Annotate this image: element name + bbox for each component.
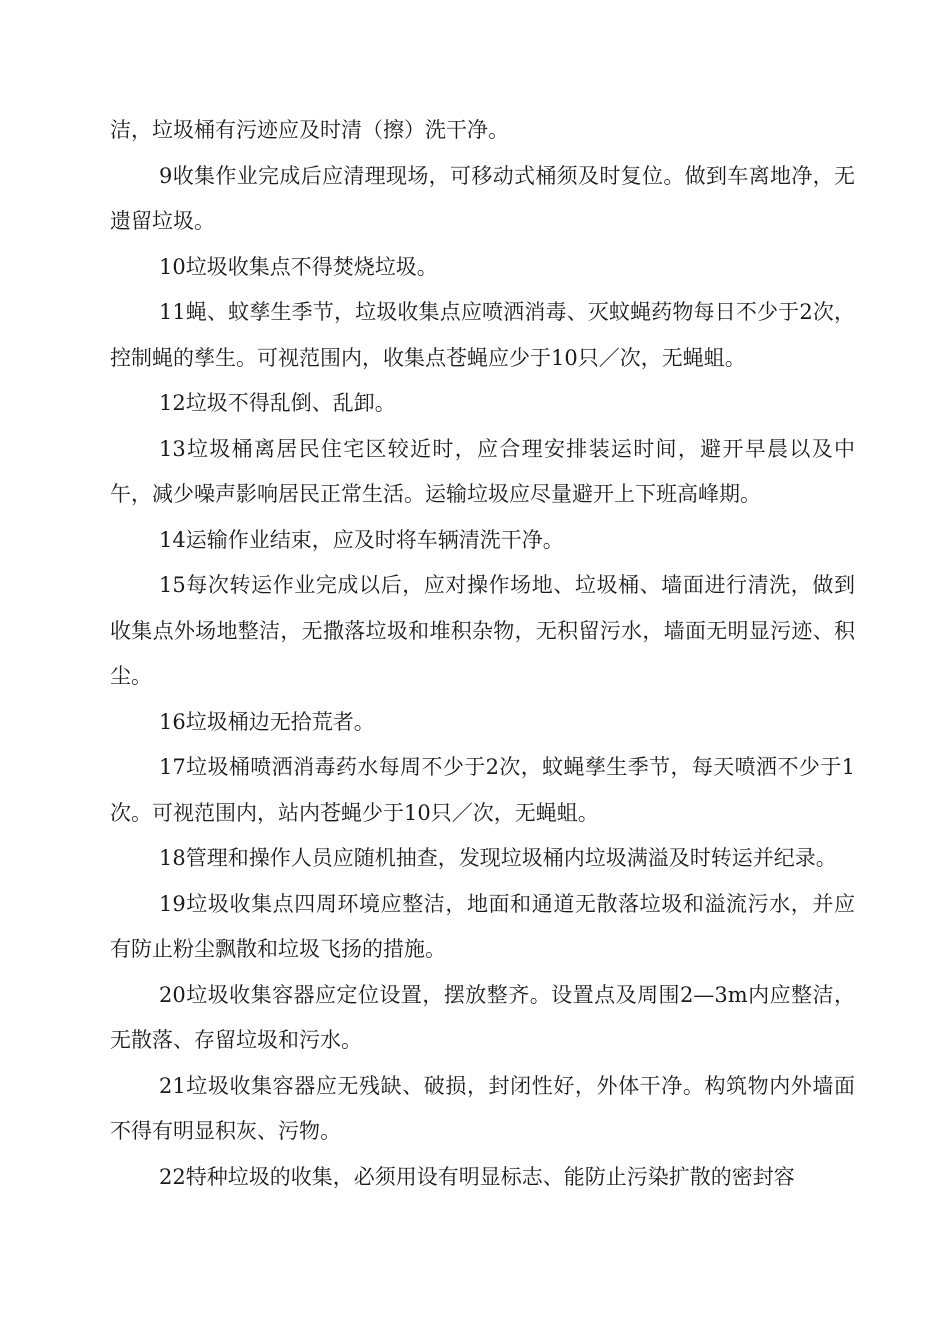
paragraph-item-20: 20垃圾收集容器应定位设置，摆放整齐。设置点及周围2—3m内应整洁，无散落、存留垃圾和污水。 [110,982,855,1052]
paragraph-item-22: 22特种垃圾的收集，必须用设有明显标志、能防止污染扩散的密封容 [159,1164,795,1189]
paragraph-continuation: 洁，垃圾桶有污迹应及时清（擦）洗干净。 [110,118,509,142]
paragraph-item-19: 19垃圾收集点四周环境应整洁，地面和通道无散落垃圾和溢流污水，并应有防止粉尘飘散和垃圾飞扬的措施。 [110,891,855,961]
paragraph-item-13: 13垃圾桶离居民住宅区较近时，应合理安排装运时间，避开早晨以及中午，减少噪声影响居民正常生活。运输垃圾应尽量避开上下班高峰期。 [110,436,855,506]
paragraph-item-9: 9收集作业完成后应清理现场，可移动式桶须及时复位。做到车离地净，无遗留垃圾。 [110,163,855,233]
paragraph-item-21: 21垃圾收集容器应无残缺、破损，封闭性好，外体干净。构筑物内外墙面不得有明显积灰、污物。 [110,1073,855,1143]
paragraph-item-17: 17垃圾桶喷洒消毒药水每周不少于2次，蚊蝇孳生季节，每天喷洒不少于1次。可视范围内，站内苍蝇少于10只／次，无蝇蛆。 [110,755,855,825]
paragraph-item-12: 12垃圾不得乱倒、乱卸。 [159,391,396,415]
paragraph-item-15: 15每次转运作业完成以后，应对操作场地、垃圾桶、墙面进行清洗，做到收集点外场地整洁，无撒落垃圾和堆积杂物，无积留污水，墙面无明显污迹、积尘。 [110,573,855,688]
paragraph-item-18: 18管理和操作人员应随机抽查，发现垃圾桶内垃圾满溢及时转运并纪录。 [159,846,837,870]
paragraph-item-14: 14运输作业结束，应及时将车辆清洗干净。 [159,527,564,552]
paragraph-item-11: 11蝇、蚊孳生季节，垃圾收集点应喷洒消毒、灭蚊蝇药物每日不少于2次，控制蝇的孳生。可视范围内，收集点苍蝇应少于10只／次，无蝇蛆。 [110,300,855,370]
paragraph-item-16: 16垃圾桶边无拾荒者。 [159,709,375,734]
document-body [110,108,855,1200]
paragraph-item-10: 10垃圾收集点不得焚烧垃圾。 [159,254,438,279]
